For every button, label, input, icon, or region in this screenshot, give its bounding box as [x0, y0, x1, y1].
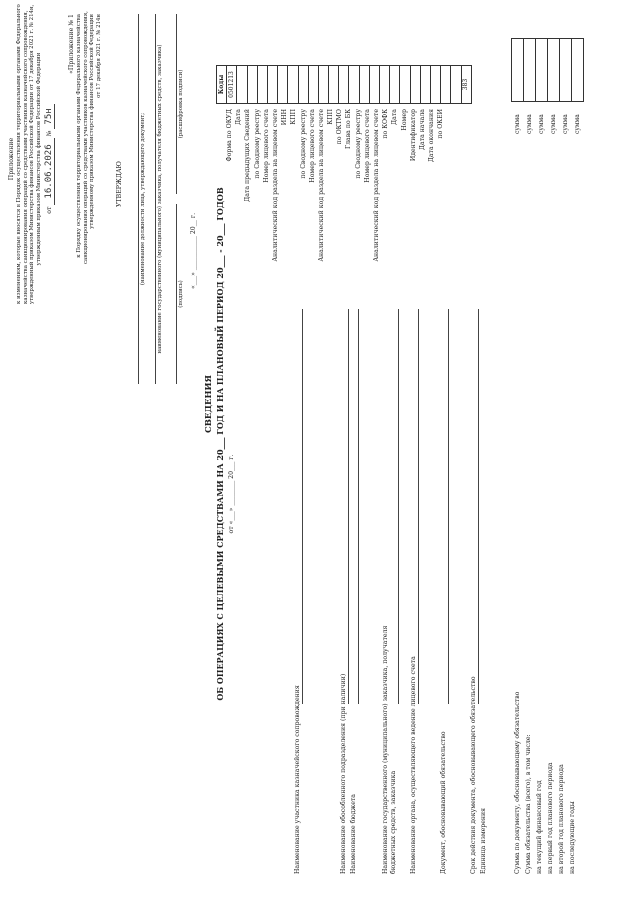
label-kofk: по КОФК: [382, 109, 390, 139]
codes-table: [216, 65, 472, 104]
label-analytic-2: Аналитический код раздела на лицевом счете: [317, 109, 325, 262]
sum-row-following-years: на последующие годы: [569, 801, 576, 874]
appendix1-line-4: от 17 декабря 2021 г. № 214н: [96, 14, 102, 98]
code-registry-3[interactable]: [369, 66, 379, 104]
row-budget-name: Наименование бюджета: [350, 794, 357, 874]
approve-line-2: [155, 14, 156, 384]
label-start-date: Дата начала: [418, 109, 426, 151]
label-registry-1: по Сводному реестру: [253, 109, 261, 179]
sum-cell-second-plan-year[interactable]: [560, 39, 572, 102]
label-registry-2: по Сводному реестру: [299, 109, 307, 179]
doc-subtitle: ОБ ОПЕРАЦИЯХ С ЦЕЛЕВЫМИ СРЕДСТВАМИ НА 20___ ГОД И НА ПЛАНОВЫЙ ПЕРИОД 20___ - 20___ ГОДОВ: [215, 187, 225, 701]
code-registry-1[interactable]: [257, 66, 267, 104]
row-unit: Единица измерения: [480, 807, 487, 874]
doc-title: СВЕДЕНИЯ: [204, 374, 214, 434]
right-labels: [226, 109, 447, 309]
appendix-line-2: казначейства санкционирования операций со средствами участников казначейского сопровождения,: [22, 10, 29, 304]
row-subdivision-name: Наименование обособленного подразделения (при наличии): [340, 673, 347, 874]
label-doc-number: Номер: [400, 109, 408, 131]
code-okei[interactable]: 383: [461, 66, 471, 104]
sum-row-total: Сумма обязательства (всего), в том числе:: [525, 734, 532, 874]
appendix-line-3: утвержденный приказом Министерства финансов Российской Федерации от 17 декабря 2021 г. № 214н,: [29, 4, 36, 304]
label-prev-date: Дата предыдущих Сведений: [244, 109, 252, 202]
row-account-authority: Наименование органа, осуществляющего ведение лицевого счета: [410, 656, 417, 874]
sign-line: [176, 204, 177, 384]
code-okud[interactable]: 0501213: [227, 66, 237, 104]
approve-date-line: «___» ___________ 20__ г.: [190, 212, 197, 289]
appendix1-line-3: утвержденному приказом Министерства финансов Российской Федерации: [89, 14, 96, 229]
code-chapter-bk[interactable]: [359, 66, 369, 104]
decode-caption: (расшифровка подписи): [178, 69, 184, 139]
label-account-2: Номер лицевого счета: [308, 109, 316, 183]
row-customer-name-cont: бюджетных средств, заказчика: [390, 770, 397, 874]
code-account-2[interactable]: [318, 66, 328, 104]
appendix-line-4: утвержденным приказом Министерства финансов Российской Федерации: [36, 52, 42, 266]
appendix-title: Приложение: [8, 137, 15, 181]
code-end-date[interactable]: [451, 66, 461, 104]
label-chapter-bk: Глава по БК: [345, 109, 353, 150]
code-kpp-1[interactable]: [298, 66, 308, 104]
label-account-3: Номер лицевого счета: [363, 109, 371, 183]
code-date[interactable]: [237, 66, 247, 104]
code-inn[interactable]: [288, 66, 298, 104]
code-kpp-2[interactable]: [339, 66, 349, 104]
appendix1-line-1: к Порядку осуществления территориальными органами Федерального казначейства: [75, 14, 82, 258]
sum-row-second-plan-year: на второй год планового периода: [558, 764, 565, 874]
appendix-number-handwritten: 75н: [44, 104, 55, 128]
code-oktmo[interactable]: [349, 66, 359, 104]
sum-row-document: Сумма по документу, обосновывающему обязательство: [514, 691, 521, 874]
label-identifier: Идентификатор: [409, 109, 417, 162]
label-analytic-3: Аналитический код раздела на лицевом счете: [373, 109, 380, 262]
sum-label-1: сумма: [513, 114, 521, 134]
decode-line: [176, 14, 177, 194]
label-kpp-2: КПП: [327, 109, 335, 125]
sum-label-5: сумма: [561, 114, 569, 134]
label-date: Дата: [235, 109, 243, 125]
sum-label-3: сумма: [537, 114, 545, 134]
doc-date-line: от «___» ________ 20___ г.: [228, 454, 235, 534]
appendix-block: [8, 4, 55, 304]
fill-line-subdivision: [348, 309, 349, 704]
code-analytic-1[interactable]: [278, 66, 288, 104]
appendix1-title: «Приложение № 1: [68, 14, 75, 74]
fill-line-validity: [478, 309, 479, 704]
sign-caption: (подпись): [178, 280, 184, 308]
sum-row-current-year: на текущий финансовый год: [536, 780, 543, 874]
code-doc-date[interactable]: [410, 66, 420, 104]
approve-caption-2: наименование государственного (муниципального) заказчика, получателя бюджетных средств, заказчика): [157, 44, 163, 354]
code-registry-2[interactable]: [308, 66, 318, 104]
code-account-3[interactable]: [380, 66, 390, 104]
code-identifier[interactable]: [430, 66, 440, 104]
code-kofk[interactable]: [400, 66, 410, 104]
sum-cell-following-years[interactable]: [572, 39, 584, 102]
sum-cell-document[interactable]: [512, 39, 524, 102]
approve-line-1: [138, 14, 139, 384]
label-analytic-1: Аналитический код раздела на лицевом счете: [271, 109, 279, 262]
row-participant-name: Наименование участника казначейского сопровождения: [294, 685, 301, 874]
row-customer-name: Наименование государственного (муниципального) заказчика, получателя: [382, 625, 389, 874]
code-doc-number[interactable]: [420, 66, 430, 104]
code-analytic-2[interactable]: [329, 66, 339, 104]
fill-line-participant: [302, 309, 303, 704]
approve-label: УТВЕРЖДАЮ: [116, 161, 123, 207]
fill-line-customer: [398, 309, 399, 704]
label-inn: ИНН: [281, 109, 289, 126]
sum-row-first-plan-year: на первый год планового периода: [547, 762, 554, 874]
sum-label-4: сумма: [549, 114, 557, 134]
fill-line-budget: [358, 309, 359, 704]
approve-caption-1: (наименование должности лица, утверждающего документ;: [140, 112, 146, 286]
label-okei: по ОКЕИ: [437, 109, 445, 139]
code-start-date[interactable]: [441, 66, 451, 104]
label-kpp-1: КПП: [290, 109, 298, 125]
fill-line-authority: [418, 309, 419, 704]
appendix-line-1: к изменениям, которые вносятся в Порядок осуществления территориальными органами Федерального: [15, 4, 22, 304]
label-end-date: Дата окончания: [428, 109, 436, 163]
code-analytic-3[interactable]: [390, 66, 400, 104]
appendix1-block: [68, 11, 103, 264]
date-prefix: от: [45, 206, 53, 214]
sums-table: [511, 38, 584, 136]
sum-cell-total[interactable]: [524, 39, 536, 102]
appendix-date-row: [44, 14, 55, 304]
sum-label-6: сумма: [573, 114, 581, 134]
sum-cell-first-plan-year[interactable]: [548, 39, 560, 102]
appendix-date-handwritten: 16.06.2026: [44, 138, 55, 204]
appendix1-line-2: санкционирования операций со средствами участников казначейского сопровождения,: [82, 11, 89, 264]
label-oktmo: по ОКТМО: [336, 109, 344, 145]
label-registry-3: по Сводному реестру: [354, 109, 362, 179]
fill-line-basis: [448, 309, 449, 704]
codes-header: Коды: [217, 66, 227, 104]
label-account-1: Номер лицевого счета: [262, 109, 270, 183]
row-basis-document: Документ, обосновывающий обязательство: [440, 731, 447, 874]
label-doc-date: Дата: [391, 109, 399, 125]
code-prev-date[interactable]: [247, 66, 257, 104]
sum-label-2: сумма: [525, 114, 533, 134]
row-validity-period: Срок действия документа, обосновывающего обязательство: [470, 676, 477, 874]
number-prefix: №: [45, 130, 53, 137]
label-okud: Форма по ОКУД: [226, 109, 233, 162]
code-account-1[interactable]: [267, 66, 277, 104]
sum-cell-current-year[interactable]: [536, 39, 548, 102]
